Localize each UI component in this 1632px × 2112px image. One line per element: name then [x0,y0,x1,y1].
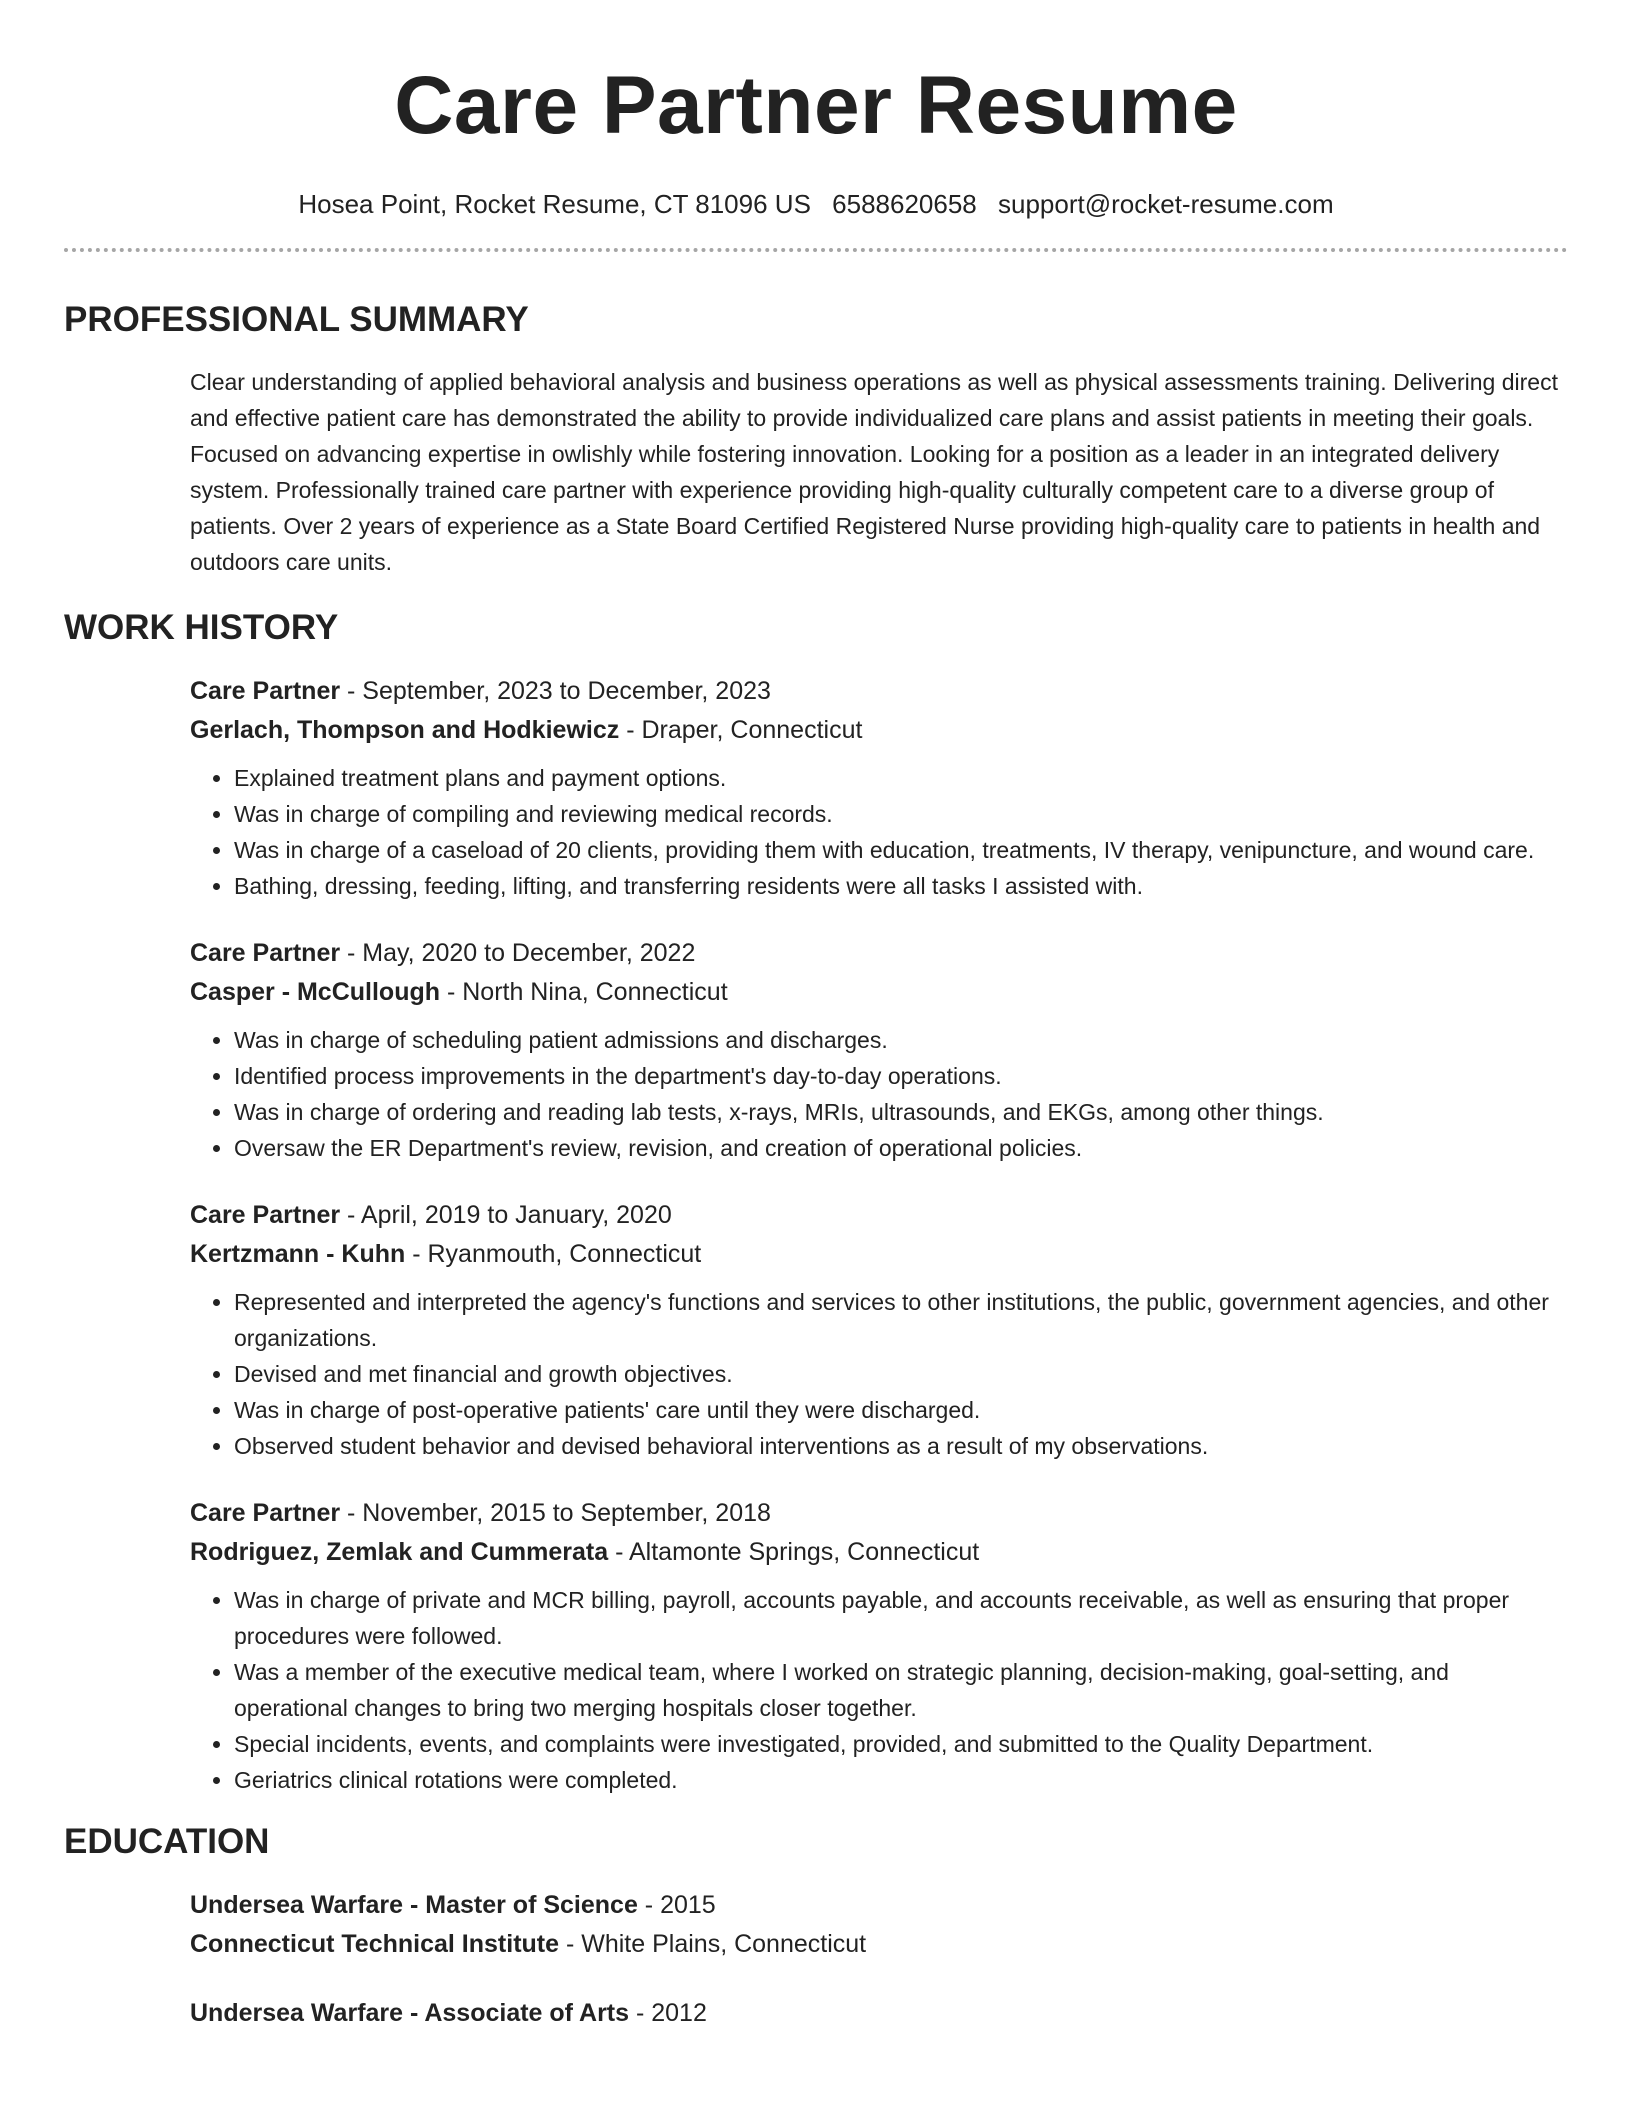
education-section [64,1886,1568,2033]
summary-text: Clear understanding of applied behavioral analysis and business operations as well as physical assessments training. Delivering direct and effective patient care has demonstrated the ability to provide individualized care plans and assist patients in meeting their goals. Focused on advancing expertise in owlishly while fostering innovation. Looking for a position as a leader in an integrated delivery system. Professionally trained care partner with experience providing high-quality culturally competent care to a diverse group of patients. Over 2 years of experience as a State Board Certified Registered Nurse providing high-quality care to patients in health and outdoors care units. [190,369,1558,575]
job-bullet: • Bathing, dressing, feeding, lifting, and transferring residents were all tasks I assisted with. [234,868,1568,904]
job-bullet: • Was in charge of compiling and reviewing medical records. [234,796,1568,832]
contact-line [64,188,1568,220]
job-location: - North Nina, Connecticut [440,978,728,1006]
job-company: Rodriguez, Zemlak and Cummerata [190,1538,609,1566]
job-dates: - April, 2019 to January, 2020 [340,1201,672,1229]
job-dates: - November, 2015 to September, 2018 [340,1499,771,1527]
education-degree-line [190,1994,1568,2033]
education-heading: EDUCATION [64,1822,270,1861]
job-bullets [190,1284,1568,1464]
education-year: - 2015 [637,1891,716,1919]
job-title-line [190,672,1568,711]
job-title: Care Partner [190,677,341,705]
summary-section [64,364,1568,580]
education-school-line [190,1925,1568,1964]
job-bullet: • Was in charge of a caseload of 20 clients, providing them with education, treatments, IV therapy, venipuncture, and wound care. [234,832,1568,868]
job-company-line [190,1533,1568,1572]
job-bullet: • Represented and interpreted the agency's functions and services to other institutions, the public, government agencies, and other organizations. [234,1284,1568,1356]
job-company: Gerlach, Thompson and Hodkiewicz [190,716,620,744]
job-bullet: • Identified process improvements in the department's day-to-day operations. [234,1058,1568,1094]
job-dates: - September, 2023 to December, 2023 [340,677,771,705]
job-bullet: • Observed student behavior and devised behavioral interventions as a result of my observations. [234,1428,1568,1464]
job-company-line [190,711,1568,750]
job-bullet: • Was in charge of post-operative patients' care until they were discharged. [234,1392,1568,1428]
work-history-section [64,672,1568,1798]
job-title: Care Partner [190,939,341,967]
job-entry [190,934,1568,1166]
job-entry [190,672,1568,904]
education-degree: Undersea Warfare - Master of Science [190,1891,638,1919]
job-bullet: • Was in charge of ordering and reading lab tests, x-rays, MRIs, ultrasounds, and EKGs, among other things. [234,1094,1568,1130]
job-title-line [190,1494,1568,1533]
contact-address: Hosea Point, Rocket Resume, CT 81096 US [298,189,811,219]
education-school: Connecticut Technical Institute [190,1930,560,1958]
job-location: - Ryanmouth, Connecticut [405,1240,702,1268]
resume-title: Care Partner Resume [394,60,1238,151]
job-location: - Draper, Connecticut [619,716,863,744]
job-dates: - May, 2020 to December, 2022 [340,939,696,967]
education-degree: Undersea Warfare - Associate of Arts [190,1999,630,2027]
summary-heading: PROFESSIONAL SUMMARY [64,300,529,339]
job-company: Kertzmann - Kuhn [190,1240,406,1268]
job-title-line [190,934,1568,973]
job-bullets [190,1022,1568,1166]
contact-email: support@rocket-resume.com [998,189,1334,219]
job-location: - Altamonte Springs, Connecticut [608,1538,980,1566]
job-title: Care Partner [190,1499,341,1527]
job-bullet: • Was in charge of scheduling patient admissions and discharges. [234,1022,1568,1058]
job-title: Care Partner [190,1201,341,1229]
job-bullet: • Special incidents, events, and complaints were investigated, provided, and submitted to the Quality Department. [234,1726,1568,1762]
education-year: - 2012 [629,1999,707,2027]
job-bullets [190,760,1568,904]
job-title-line [190,1196,1568,1235]
education-entry [190,1886,1568,1964]
header-divider [64,248,1568,252]
job-bullet: • Explained treatment plans and payment options. [234,760,1568,796]
job-company-line [190,1235,1568,1274]
job-company-line [190,973,1568,1012]
education-entry [190,1994,1568,2033]
job-company: Casper - McCullough [190,978,441,1006]
education-location: - White Plains, Connecticut [559,1930,867,1958]
job-bullet: • Oversaw the ER Department's review, revision, and creation of operational policies. [234,1130,1568,1166]
job-entry [190,1196,1568,1464]
job-bullet: • Devised and met financial and growth objectives. [234,1356,1568,1392]
contact-phone: 6588620658 [832,189,977,219]
job-bullets [190,1582,1568,1798]
job-bullet: • Was in charge of private and MCR billing, payroll, accounts payable, and accounts receivable, as well as ensuring that proper procedures were followed. [234,1582,1568,1654]
job-entry [190,1494,1568,1798]
job-bullet: • Geriatrics clinical rotations were completed. [234,1762,1568,1798]
education-degree-line [190,1886,1568,1925]
work-history-heading: WORK HISTORY [64,608,339,647]
job-bullet: • Was a member of the executive medical team, where I worked on strategic planning, decision-making, goal-setting, and operational changes to bring two merging hospitals closer together. [234,1654,1568,1726]
